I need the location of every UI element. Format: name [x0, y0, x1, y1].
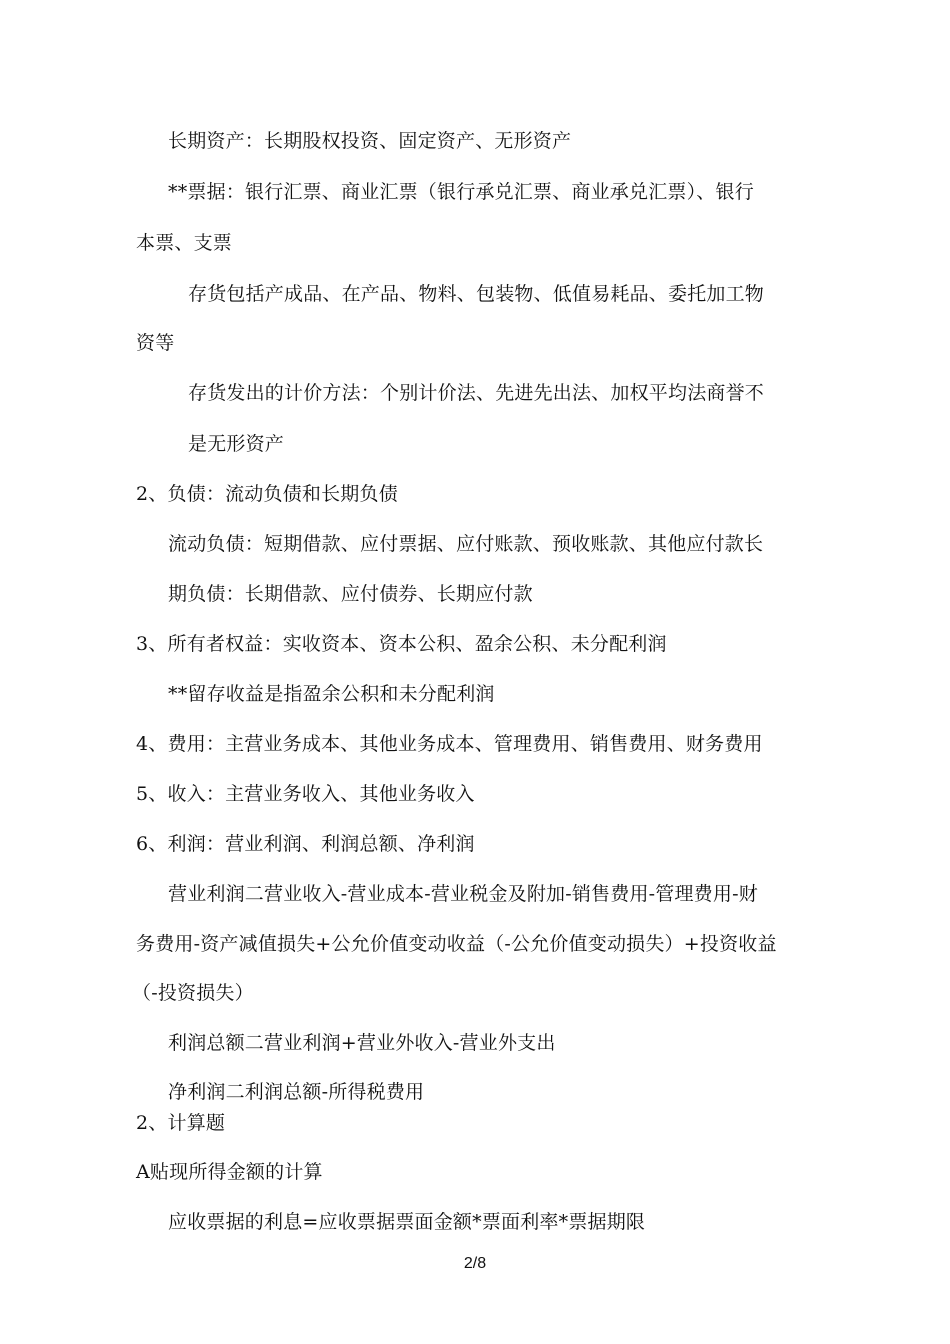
text-line-9: 流动负债：短期借款、应付票据、应付账款、预收账款、其他应付款长 [168, 533, 764, 555]
text-line-16: 营业利润二营业收入-营业成本-营业税金及附加-销售费用-管理费用-财 [168, 883, 758, 905]
text-line-15: 6、利润：营业利润、利润总额、净利润 [136, 833, 475, 855]
text-line-11: 3、所有者权益：实收资本、资本公积、盈余公积、未分配利润 [136, 633, 667, 655]
text-line-19: 利润总额二营业利润+营业外收入-营业外支出 [168, 1032, 556, 1054]
text-line-14: 5、收入：主营业务收入、其他业务收入 [136, 783, 475, 805]
text-line-10: 期负债：长期借款、应付债券、长期应付款 [168, 583, 533, 605]
text-line-23: 应收票据的利息=应收票据票面金额*票面利率*票据期限 [168, 1211, 646, 1233]
text-line-13: 4、费用：主营业务成本、其他业务成本、管理费用、销售费用、财务费用 [136, 733, 763, 755]
text-line-1: 长期资产：长期股权投资、固定资产、无形资产 [168, 130, 572, 152]
page-number: 2/8 [463, 1255, 487, 1272]
text-line-6: 存货发出的计价方法：个别计价法、先进先出法、加权平均法商誉不 [188, 382, 765, 404]
text-line-17: 务费用-资产减值损失+公允价值变动收益（-公允价值变动损失）+投资收益 [136, 933, 777, 955]
text-line-22: A贴现所得金额的计算 [136, 1161, 323, 1183]
text-line-21: 2、计算题 [136, 1112, 226, 1134]
text-line-7: 是无形资产 [188, 433, 285, 455]
text-line-5: 资等 [136, 332, 175, 354]
text-line-4: 存货包括产成品、在产品、物料、包装物、低值易耗品、委托加工物 [188, 283, 765, 305]
text-line-20: 净利润二利润总额-所得税费用 [168, 1081, 425, 1103]
text-line-3: 本票、支票 [136, 232, 233, 254]
text-line-18: （-投资损失） [132, 982, 254, 1004]
text-line-12: **留存收益是指盈余公积和未分配利润 [168, 683, 495, 705]
text-line-8: 2、负债：流动负债和长期负债 [136, 483, 398, 505]
text-line-2: **票据：银行汇票、商业汇票（银行承兑汇票、商业承兑汇票）、银行 [168, 181, 754, 203]
